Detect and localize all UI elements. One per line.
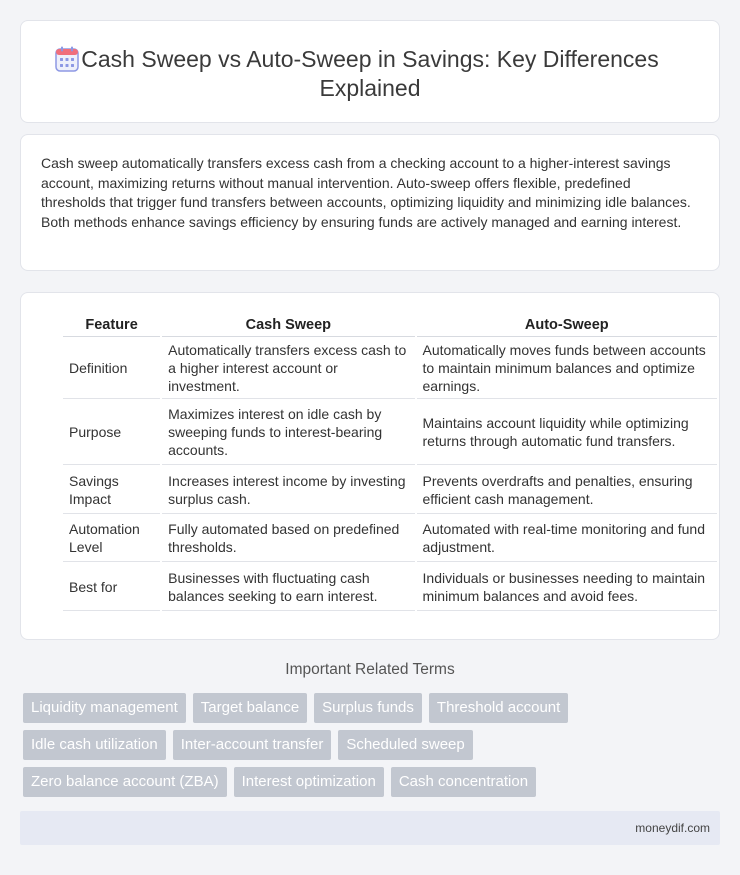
table-row (63, 337, 717, 399)
row-auto-sweep: Individuals or businesses needing to maintain minimum balances and avoid fees. (417, 562, 717, 611)
tag-scheduled-sweep[interactable]: Scheduled sweep (338, 730, 472, 760)
tag-cash-concentration[interactable]: Cash concentration (391, 767, 536, 797)
title-card (20, 20, 720, 123)
summary-text: Cash sweep automatically transfers excess cash from a checking account to a higher-interest savings account, maximizing returns without manual intervention. Auto-sweep offers flexible, predefined thresholds that trigger fund transfers between accounts, optimizing liquidity and minimizing idle balances. Both methods enhance savings efficiency by ensuring funds are actively managed and earning interest. (41, 155, 691, 230)
tag-threshold-account[interactable]: Threshold account (429, 693, 568, 723)
table-row (63, 465, 717, 514)
row-cash-sweep: Automatically transfers excess cash to a higher interest account or investment. (162, 337, 414, 399)
footer (20, 811, 720, 845)
related-terms-title: Important Related Terms (285, 661, 455, 678)
tag-target-balance[interactable]: Target balance (193, 693, 307, 723)
row-cash-sweep: Maximizes interest on idle cash by sweeping funds to interest-bearing accounts. (162, 399, 414, 465)
row-feature: Automation Level (63, 514, 160, 562)
row-auto-sweep: Automatically moves funds between accounts to maintain minimum balances and optimize earnings. (417, 337, 717, 399)
header-cash-sweep: Cash Sweep (162, 313, 414, 337)
tag-idle-cash-utilization[interactable]: Idle cash utilization (23, 730, 166, 760)
row-auto-sweep: Automated with real-time monitoring and fund adjustment. (417, 514, 717, 562)
table-row (63, 514, 717, 562)
table-row (63, 399, 717, 465)
row-cash-sweep: Businesses with fluctuating cash balances seeking to earn interest. (162, 562, 414, 611)
tag-row (23, 730, 723, 760)
header-auto-sweep: Auto-Sweep (417, 313, 717, 337)
tag-surplus-funds[interactable]: Surplus funds (314, 693, 422, 723)
row-auto-sweep: Maintains account liquidity while optimizing returns through automatic fund transfers. (417, 399, 717, 465)
comparison-table (61, 313, 719, 611)
tag-row (23, 693, 723, 723)
row-feature: Best for (63, 562, 160, 611)
row-cash-sweep: Increases interest income by investing surplus cash. (162, 465, 414, 514)
table-header-row (63, 313, 717, 337)
row-feature: Savings Impact (63, 465, 160, 514)
row-auto-sweep: Prevents overdrafts and penalties, ensuring efficient cash management. (417, 465, 717, 514)
table-row (63, 562, 717, 611)
tag-zero-balance-account[interactable]: Zero balance account (ZBA) (23, 767, 227, 797)
tag-inter-account-transfer[interactable]: Inter-account transfer (173, 730, 332, 760)
row-cash-sweep: Fully automated based on predefined thresholds. (162, 514, 414, 562)
tag-liquidity-management[interactable]: Liquidity management (23, 693, 186, 723)
footer-site[interactable]: moneydif.com (635, 821, 710, 835)
comparison-card (20, 292, 720, 640)
page-title: Cash Sweep vs Auto-Sweep in Savings: Key Differences Explained (81, 46, 659, 101)
tag-row (23, 767, 723, 797)
header-feature: Feature (63, 313, 160, 337)
summary-card (20, 134, 720, 271)
row-feature: Definition (63, 337, 160, 399)
related-terms (23, 693, 723, 804)
tag-interest-optimization[interactable]: Interest optimization (234, 767, 384, 797)
row-feature: Purpose (63, 399, 160, 465)
